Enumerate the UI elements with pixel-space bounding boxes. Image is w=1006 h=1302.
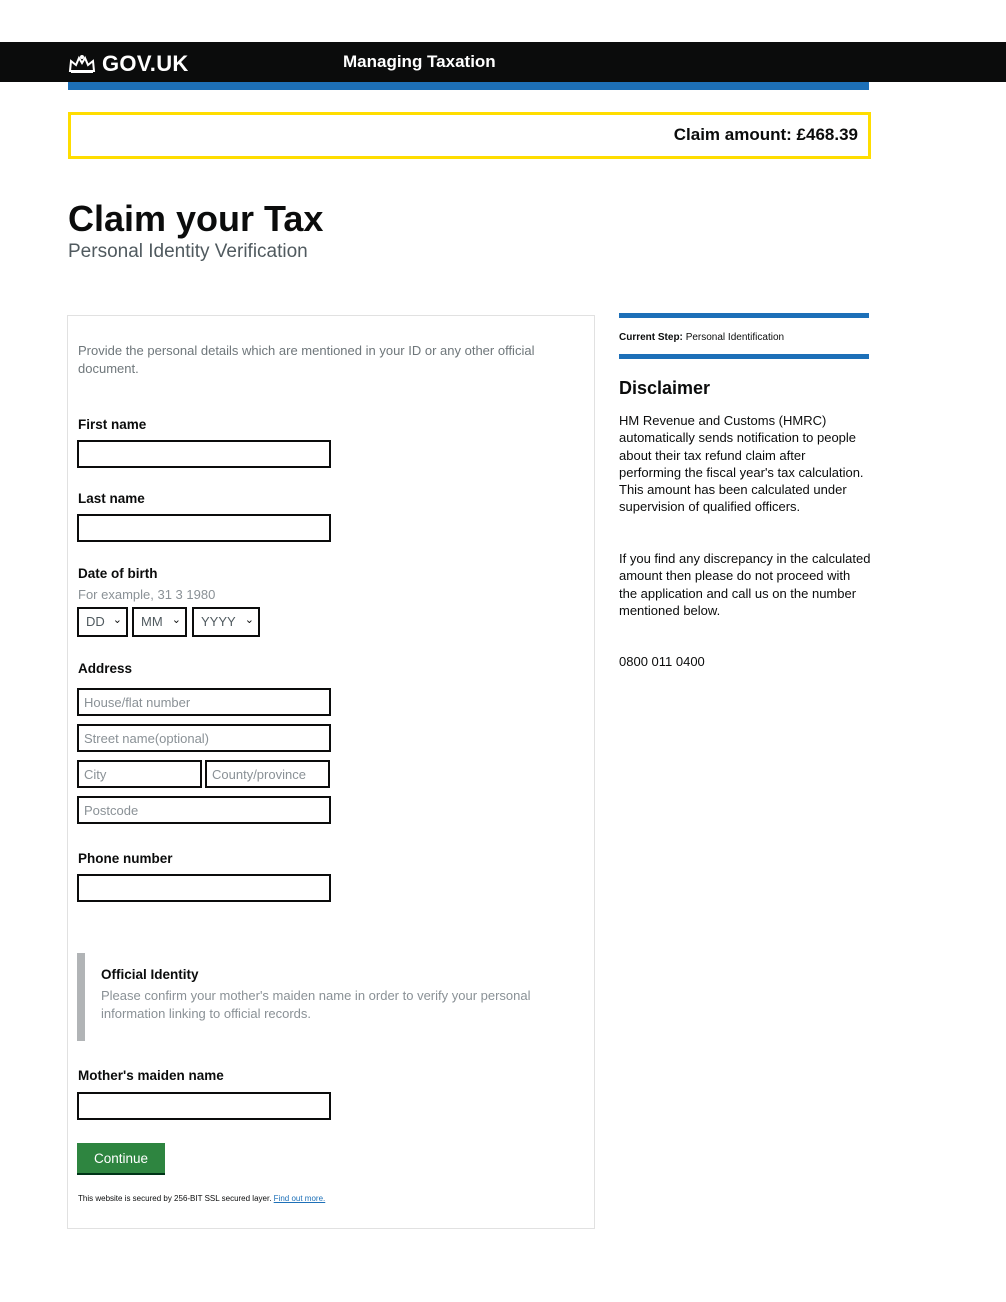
site-header [0, 42, 1006, 82]
first-name-label: First name [78, 417, 147, 432]
identity-form [67, 315, 595, 1229]
disclaimer-paragraph-1: HM Revenue and Customs (HMRC) automatically sends notification to people about their tax refund claim after performing the fiscal year's tax calculation. This amount has been calculated under supervision of qualified officers. [619, 413, 864, 515]
city-input[interactable]: City [77, 760, 202, 788]
dob-day-value: DD [86, 614, 105, 629]
current-step-value: Personal Identification [685, 332, 785, 343]
disclaimer-title: Disclaimer [619, 378, 711, 398]
chevron-down-icon: ⌄ [112, 614, 122, 626]
claim-amount-text: Claim amount: £468.39 [673, 125, 858, 144]
official-identity-text: Please confirm your mother's maiden name in order to verify your personal information linking to official records. [101, 988, 531, 1021]
chevron-down-icon: ⌄ [171, 614, 181, 626]
postcode-input[interactable]: Postcode [77, 796, 331, 824]
county-input[interactable]: County/province [205, 760, 330, 788]
sidebar-top-bar [619, 313, 869, 318]
dob-hint: For example, 31 3 1980 [78, 587, 216, 602]
last-name-input[interactable] [77, 514, 331, 542]
maiden-name-label: Mother's maiden name [78, 1068, 224, 1083]
page-subtitle: Personal Identity Verification [68, 241, 308, 262]
dob-year-select[interactable] [192, 607, 260, 637]
dob-year-value: YYYY [201, 614, 236, 629]
crown-icon [68, 54, 96, 74]
secure-notice [78, 1194, 325, 1203]
address-label: Address [78, 661, 133, 676]
form-intro: Provide the personal details which are mentioned in your ID or any other official document. [78, 343, 535, 376]
dob-month-value: MM [141, 614, 163, 629]
continue-button[interactable]: Continue [77, 1143, 165, 1173]
last-name-label: Last name [78, 491, 145, 506]
service-name[interactable]: Managing Taxation [343, 52, 496, 71]
dob-month-select[interactable] [132, 607, 187, 637]
dob-label: Date of birth [78, 566, 158, 581]
secure-text: This website is secured by 256-BIT SSL secured layer. [78, 1194, 272, 1203]
official-identity-inset [77, 953, 585, 1041]
current-step [619, 332, 784, 343]
brand-name: GOV.UK [102, 51, 189, 76]
claim-amount-banner [68, 112, 871, 159]
house-number-input[interactable]: House/flat number [77, 688, 331, 716]
phone-number-input[interactable] [77, 874, 331, 902]
dob-day-select[interactable] [77, 607, 128, 637]
contact-phone-number: 0800 011 0400 [619, 654, 705, 669]
govuk-logo[interactable] [68, 51, 189, 77]
disclaimer-paragraph-2: If you find any discrepancy in the calculated amount then please do not proceed with the application and call us on the number mentioned below. [619, 551, 871, 618]
header-accent-bar [68, 82, 869, 90]
maiden-name-input[interactable] [77, 1092, 331, 1120]
street-name-input[interactable]: Street name(optional) [77, 724, 331, 752]
first-name-input[interactable] [77, 440, 331, 468]
sidebar-bottom-bar [619, 354, 869, 359]
chevron-down-icon: ⌄ [244, 614, 254, 626]
page-title: Claim your Tax [68, 198, 324, 239]
find-out-more-link[interactable]: Find out more. [273, 1194, 326, 1203]
phone-number-label: Phone number [78, 851, 173, 866]
official-identity-title: Official Identity [101, 967, 199, 982]
current-step-label: Current Step: [619, 332, 683, 343]
